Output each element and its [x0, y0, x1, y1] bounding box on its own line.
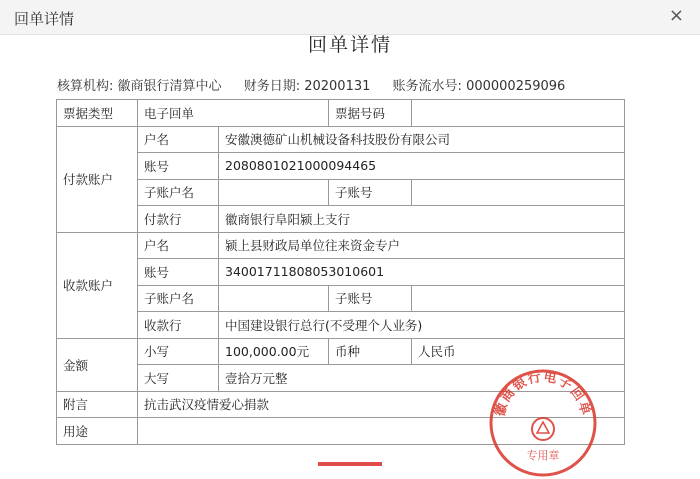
table-row — [57, 232, 625, 259]
table-row — [57, 206, 625, 233]
org-value: 徽商银行清算中心 — [117, 79, 222, 94]
stamp-bottom-text: 专用章 — [526, 449, 560, 462]
payee-sub-name-value — [219, 285, 329, 312]
org-label: 核算机构: — [57, 79, 114, 94]
remark-label: 附言 — [57, 391, 138, 418]
payee-sub-account-value — [412, 285, 625, 312]
payee-bank-value: 中国建设银行总行(不受理个人业务) — [219, 312, 625, 339]
table-row — [57, 126, 625, 153]
bottom-tab-indicator — [318, 462, 382, 466]
amount-upper-value: 壹拾万元整 — [219, 365, 625, 392]
currency-label: 币种 — [329, 338, 412, 365]
document-title: 回单详情 — [307, 34, 392, 56]
payer-account-label: 账号 — [138, 153, 219, 180]
dialog-titlebar — [0, 0, 700, 35]
bill-no-label: 票据号码 — [329, 100, 412, 127]
payer-bank-label: 付款行 — [138, 206, 219, 233]
purpose-label: 用途 — [57, 418, 138, 445]
payer-name-value: 安徽澳德矿山机械设备科技股份有限公司 — [219, 126, 625, 153]
payee-name-label: 户名 — [138, 232, 219, 259]
document-meta — [57, 75, 583, 94]
table-row — [57, 259, 625, 286]
date-label: 财务日期: — [243, 79, 301, 94]
amount-lower-value: 100,000.00元 — [219, 338, 329, 365]
payee-bank-label: 收款行 — [138, 312, 219, 339]
stamp-emblem-icon — [532, 418, 554, 440]
payer-sub-name-label: 子账户名 — [138, 179, 219, 206]
payee-name-value: 颍上县财政局单位往来资金专户 — [219, 232, 625, 259]
payer-name-label: 户名 — [138, 126, 219, 153]
payee-sub-account-label: 子账号 — [329, 285, 412, 312]
payee-sub-name-label: 子账户名 — [138, 285, 219, 312]
table-row — [57, 153, 625, 180]
bank-seal-stamp — [487, 367, 599, 479]
payee-account-value: 34001711808053010601 — [219, 259, 625, 286]
bill-type-label: 票据类型 — [57, 100, 138, 127]
payer-account-value: 2080801021000094465 — [219, 153, 625, 180]
serial-label: 账务流水号: — [392, 79, 462, 94]
payer-sub-account-value — [412, 179, 625, 206]
stamp-text: 徽商银行电子回单 — [492, 369, 594, 419]
payer-bank-value: 徽商银行阜阳颍上支行 — [219, 206, 625, 233]
amount-lower-label: 小写 — [138, 338, 219, 365]
table-row — [57, 312, 625, 339]
table-row — [57, 179, 625, 206]
currency-value: 人民币 — [412, 338, 625, 365]
serial-value: 000000259096 — [466, 79, 566, 94]
table-row — [57, 100, 625, 127]
table-row — [57, 338, 625, 365]
payer-sub-account-label: 子账号 — [329, 179, 412, 206]
close-icon[interactable]: × — [668, 5, 684, 26]
payer-sub-name-value — [219, 179, 329, 206]
date-value: 20200131 — [304, 79, 371, 94]
amount-section-label: 金额 — [57, 338, 138, 391]
payer-section-label: 付款账户 — [57, 126, 138, 232]
payee-account-label: 账号 — [138, 259, 219, 286]
dialog-title: 回单详情 — [14, 10, 75, 28]
remark-value: 抗击武汉疫情爱心捐款 — [138, 391, 625, 418]
payee-section-label: 收款账户 — [57, 232, 138, 338]
svg-text:徽商银行电子回单 — [492, 369, 594, 418]
bill-type-value: 电子回单 — [138, 100, 329, 127]
amount-upper-label: 大写 — [138, 365, 219, 392]
bill-no-value — [412, 100, 625, 127]
table-row — [57, 285, 625, 312]
